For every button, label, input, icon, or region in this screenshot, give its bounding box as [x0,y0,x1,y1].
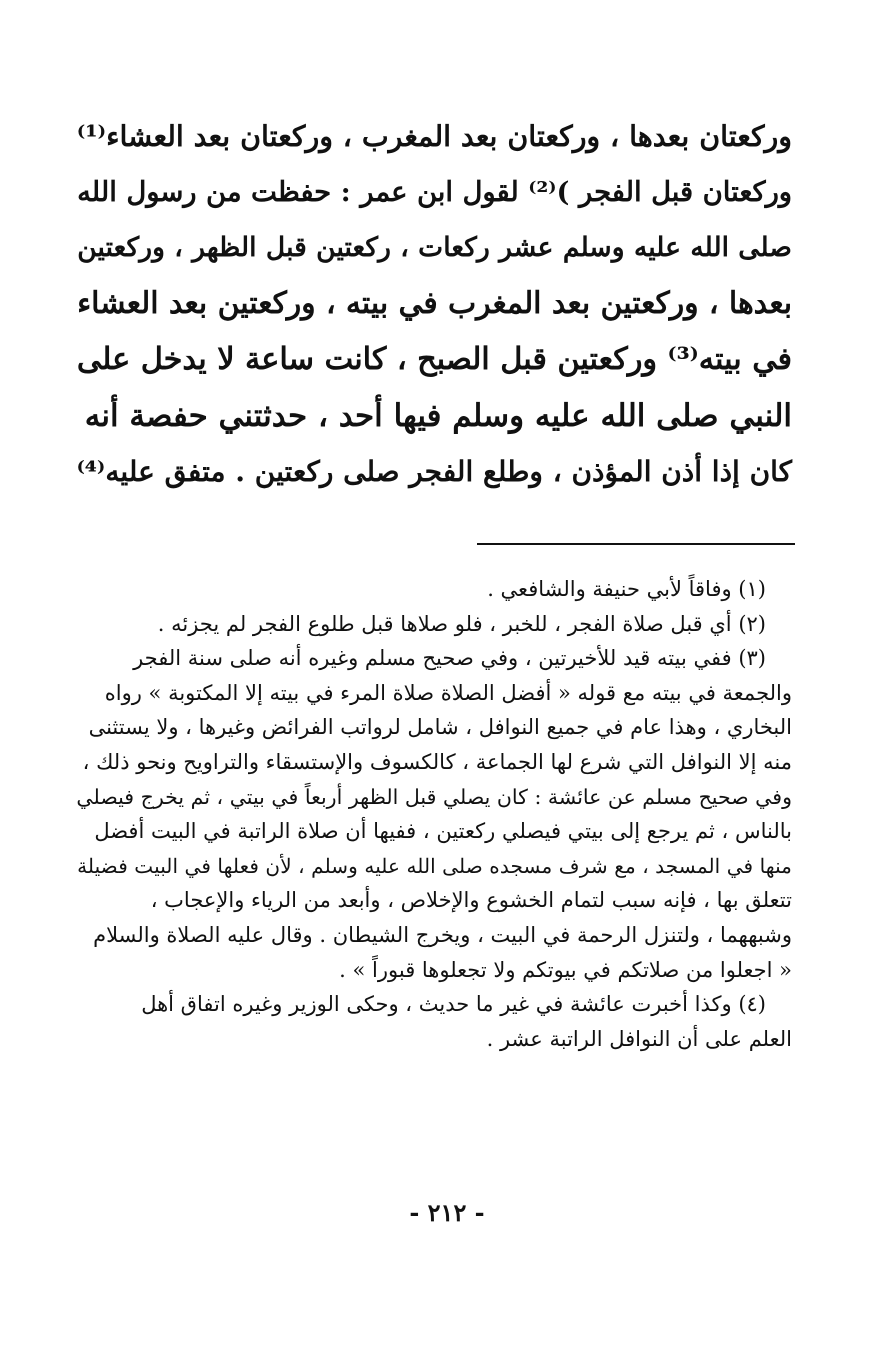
footnote-1 [62,572,792,607]
footnote-line: (٤) وكذا أخبرت عائشة في غير ما حديث ، وحكى الوزير وغيره اتفاق أهل [141,992,766,1017]
footnote-line: البخاري ، وهذا عام في جميع النوافل ، شامل لرواتب الفرائض وغيرها ، ولا يستثنى [88,715,792,740]
main-line: صلى الله عليه وسلم عشر ركعات ، ركعتين قبل الظهر ، وركعتين [77,232,792,263]
footnote-line: والجمعة في بيته مع قوله « أفضل الصلاة صلاة المرء في بيته إلا المكتوبة » رواه [104,680,792,705]
main-line: وركعتان قبل الفجر )⁽²⁾ لقول ابن عمر : حفظت من رسول الله [77,176,792,208]
main-line: النبي صلى الله عليه وسلم فيها أحد ، حدثتني حفصة أنه [84,398,792,434]
footnotes [62,572,792,1056]
footnote-line: « اجعلوا من صلاتكم في بيوتكم ولا تجعلوها قبوراً » . [339,957,792,982]
footnote-line: منه إلا النوافل التي شرع لها الجماعة ، كالكسوف والإستسقاء والتراويح ونحو ذلك ، [82,749,792,774]
footnote-line: تتعلق بها ، فإنه سبب لتمام الخشوع والإخلاص ، وأبعد من الرياء والإعجاب ، [150,888,792,913]
main-line: بعدها ، وركعتين بعد المغرب في بيته ، وركعتين بعد العشاء [77,286,792,321]
footnote-line: بالناس ، ثم يرجع إلى بيتي فيصلي ركعتين ، ففيها أن صلاة الراتبة في البيت أفضل [94,819,792,844]
footnote-line: وفي صحيح مسلم عن عائشة : كان يصلي قبل الظهر أربعاً في بيتي ، ثم يخرج فيصلي [76,784,792,809]
footnote-2 [62,607,792,642]
footnote-line: (٢) أي قبل صلاة الفجر ، للخبر ، فلو صلاها قبل طلوع الفجر لم يجزئه . [157,611,766,636]
footnote-divider [477,543,795,545]
page-number: - ٢١٢ - [409,1198,485,1227]
footnote-line: (١) وفاقاً لأبي حنيفة والشافعي . [487,577,766,601]
footnote-3 [62,641,792,987]
footnote-line: وشبههما ، ولتنزل الرحمة في البيت ، ويخرج الشيطان . وقال عليه الصلاة والسلام [93,922,792,947]
footnote-line: (٣) ففي بيته قيد للأخيرتين ، وفي صحيح مسلم وغيره أنه صلى سنة الفجر [133,646,766,671]
footnote-4 [62,987,792,1056]
main-text [62,108,792,500]
main-line: كان إذا أذن المؤذن ، وطلع الفجر صلى ركعتين . متفق عليه⁽⁴⁾ [76,455,792,488]
footnote-line: منها في المسجد ، مع شرف مسجده صلى الله عليه وسلم ، لأن فعلها في البيت فضيلة [77,853,792,878]
main-line: وركعتان بعدها ، وركعتان بعد المغرب ، وركعتان بعد العشاء⁽¹⁾ [76,119,792,153]
footnote-line: العلم على أن النوافل الراتبة عشر . [486,1026,792,1051]
main-line: في بيته⁽³⁾ وركعتين قبل الصبح ، كانت ساعة لا يدخل على [76,342,792,377]
